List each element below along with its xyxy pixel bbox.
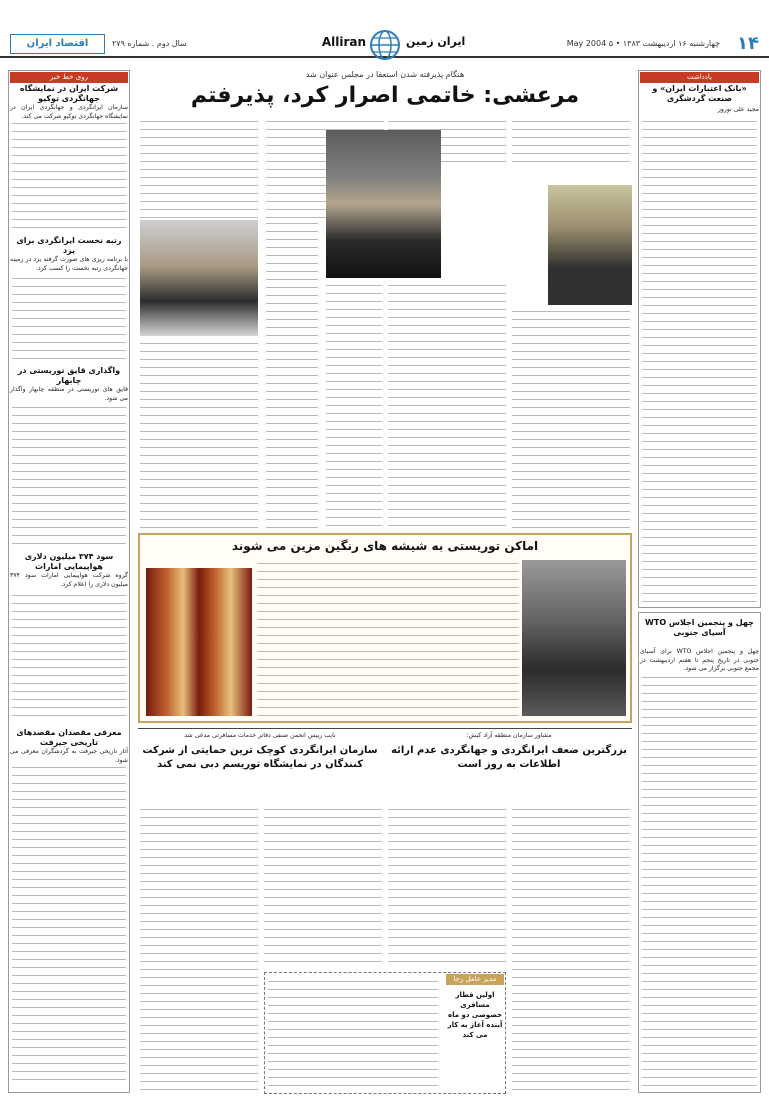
bottom-left-kicker: نایب رییس انجمن صنفی دفاتر خدمات مسافرتی مدعی شد [184,732,336,739]
photo-khatami [326,130,441,278]
main-story-col-1b [512,308,630,528]
bottom-divider [138,728,632,729]
bottom-box-label: مدیر عامل رجا [446,974,504,985]
left-item-2-text-lines [12,275,126,360]
left-item-4-heading: سود ۳۷۴ میلیون دلاری هواپیمایی امارات [24,552,114,571]
left-item-5-body: آثار تاریخی جیرفت به گردشگران معرفی می شود. [10,748,128,764]
right-sidebar-heading: «بانک اعتبارات ایران» و صنعت گردشگری [652,84,747,103]
left-item-1 [10,84,128,121]
main-story-col-1 [512,118,630,168]
bottom-right-col-1 [512,806,630,1096]
left-item-3-text-lines [12,404,126,546]
paper-name: ایران زمین [406,35,466,48]
left-item-4-body: گروه شرکت هواپیمایی امارات سود ۳۷۴ میلیون دلاری را اعلام کرد. [10,572,128,588]
left-sidebar-title: روی خط خبر [10,72,128,83]
left-item-2-body: با برنامه ریزی های صورت گرفته یزد در زمینه جهانگردی رتبه نخست را کسب کرد. [10,256,128,272]
left-item-5-text-lines [12,764,126,1086]
date-line: چهارشنبه ۱۶ اردیبهشت ۱۳۸۳ • ۵ May 2004 [566,39,720,48]
left-item-3-heading: واگذاری قایق توریستی در چابهار [17,366,121,385]
box-story-text-lines [258,560,518,716]
paper-logo: اقتصاد ایران [10,34,105,54]
main-story-headline: مرعشی: خاتمی اصرار کرد، پذیرفتم [190,83,580,108]
left-item-5-heading: معرفی مقصدان مقصدهای تاریخی جیرفت [16,728,122,747]
left-item-4-text-lines [12,592,126,722]
main-story-col-4 [140,118,258,218]
photo-marashi [548,185,632,305]
page-number: ۱۴ [737,33,759,54]
right-sidebar-text-lines [642,118,757,603]
bottom-left-col-2 [140,806,258,1096]
right-sidebar-title: یادداشت [640,72,759,83]
left-item-5 [10,728,128,765]
right-bottom-body: چهل و پنجمین اجلاس WTO برای آسیای جنوبی در تاریخ پنجم تا هفتم اردیبهشت در مجمع جنوبی برگزار می شود. [640,648,759,673]
main-story-col-2b [388,282,506,528]
photo-cleric [140,220,258,336]
photo-bw-portrait [522,560,626,716]
left-item-2 [10,236,128,273]
issue-info: سال دوم . شماره ۲۷۹ [112,39,187,48]
right-bottom-heading: چهل و پنجمین اجلاس WTO آسیای جنوبی [645,618,754,637]
main-story-col-3b [266,220,318,528]
photo-stained-glass-door [146,568,252,716]
left-item-3-body: قایق های توریستی در منطقه چابهار واگذار می شود. [10,386,128,402]
box-story-headline: اماکن توریستی به شیشه های رنگین مزین می شوند [231,539,539,553]
right-sidebar-author: مجید علی نوروز [717,106,759,113]
left-item-2-heading: رتبه نخست ایرانگردی برای یزد [16,236,122,255]
left-item-1-heading: شرکت ایران در نمایشگاه جهانگردی توکیو [19,84,119,103]
main-story-kicker: هنگام پذیرفته شدن استعفا در مجلس عنوان شد [305,70,465,79]
bottom-box-headline: اولین قطار مسافری خصوصی دو ماه آینده آغاز به کار می کند [447,991,503,1039]
right-bottom-text-lines [642,674,757,1088]
left-item-4 [10,552,128,589]
left-item-1-text-lines [12,120,126,232]
paper-latin: Alliran [321,35,366,49]
bottom-right-headline: بزرگترین ضعف ایرانگردی و جهانگردی عدم ارائه اطلاعات به روز است [391,745,627,770]
main-story-col-mid [326,282,382,528]
bottom-box-text-lines [268,978,438,1090]
left-item-1-body: سازمان ایرانگردی و جهانگردی ایران در نمایشگاه جهانگردی توکیو شرکت می کند. [10,104,128,120]
bottom-right-col-2 [388,806,506,968]
bottom-left-headline: سازمان ایرانگردی کوچک ترین حمایتی از شرکت کنندگان در نمایشگاه توریسم دبی نمی کند [142,745,378,770]
main-story-col-4b [140,340,258,528]
bottom-right-kicker: مشاور سازمان منطقه آزاد کیش: [466,732,552,739]
left-item-3 [10,366,128,403]
bottom-left-col-1 [264,806,382,968]
globe-icon [369,29,401,61]
